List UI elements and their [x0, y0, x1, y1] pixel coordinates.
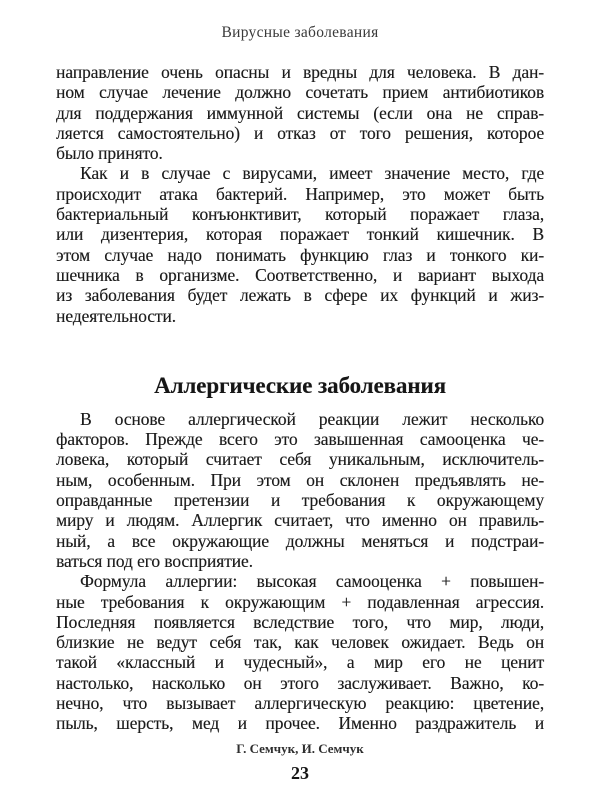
text-line: ловека, который считает себя уникальным, исключитель-: [56, 449, 544, 470]
paragraph: [56, 62, 544, 163]
text-line: для поддержания иммунной системы (если она не справ-: [56, 102, 544, 123]
text-line: ном случае лечение должно сочетать прием антибиотиков: [56, 82, 544, 103]
paragraph: [56, 163, 544, 325]
text-line: ваться под его восприятие.: [56, 550, 253, 571]
text-line: ный, а все окружающие должны меняться и подстраи-: [56, 530, 544, 551]
text-line: настолько, насколько он этого заслуживает. Важно, ко-: [56, 672, 544, 693]
text-line: этом случае надо понимать функцию глаз и тонкого ки-: [56, 244, 544, 265]
text-line: или дизентерия, которая поражает тонкий кишечник. В: [56, 224, 544, 245]
text-line: Как и в случае с вирусами, имеет значение место, где: [80, 163, 544, 184]
text-line: пыль, шерсть, мед и прочее. Именно раздражитель и: [56, 713, 544, 734]
section-heading: Аллергические заболевания: [154, 372, 446, 398]
paragraph: [56, 409, 544, 571]
text-line: близкие не ведут себя так, как человек ожидает. Ведь он: [56, 632, 544, 653]
running-header: Вирусные заболевания: [221, 24, 379, 41]
text-line: оправданные претензии и требования к окружающему: [56, 490, 544, 511]
text-line: ным, особенным. При этом он склонен предъявлять не-: [56, 469, 544, 490]
text-line: было принято.: [56, 143, 163, 164]
text-line: Формула аллергии: высокая самооценка + повышен-: [80, 571, 544, 592]
text-line: ляется самостоятельно) и отказ от того решения, которое: [56, 122, 544, 143]
text-line: факторов. Прежде всего это завышенная самооценка че-: [56, 429, 544, 450]
text-line: такой «классный и чудесный», а мир его не ценит: [56, 652, 544, 673]
text-line: из заболевания будет лежать в сфере их функций и жиз-: [56, 285, 544, 306]
text-line: В основе аллергической реакции лежит несколько: [80, 408, 544, 429]
text-line: ные требования к окружающим + подавленная агрессия.: [56, 591, 544, 612]
page-body: [56, 62, 544, 734]
text-line: миру и людям. Аллергик считает, что именно он правиль-: [56, 510, 544, 531]
text-line: бактериальный конъюнктивит, который поражает глаза,: [56, 204, 544, 225]
text-line: шечника в организме. Соответственно, и вариант выхода: [56, 264, 544, 285]
text-line: недеятельности.: [56, 305, 176, 326]
paragraph: [56, 571, 544, 733]
text-line: Последняя появляется вследствие того, что мир, люди,: [56, 611, 544, 632]
text-line: нечно, что вызывает аллергическую реакцию: цветение,: [56, 693, 544, 714]
text-line: направление очень опасны и вредны для человека. В дан-: [56, 62, 544, 82]
footer-author: Г. Семчук, И. Семчук: [236, 740, 364, 756]
text-line: происходит атака бактерий. Например, это может быть: [56, 183, 544, 204]
page-number: 23: [291, 762, 309, 783]
